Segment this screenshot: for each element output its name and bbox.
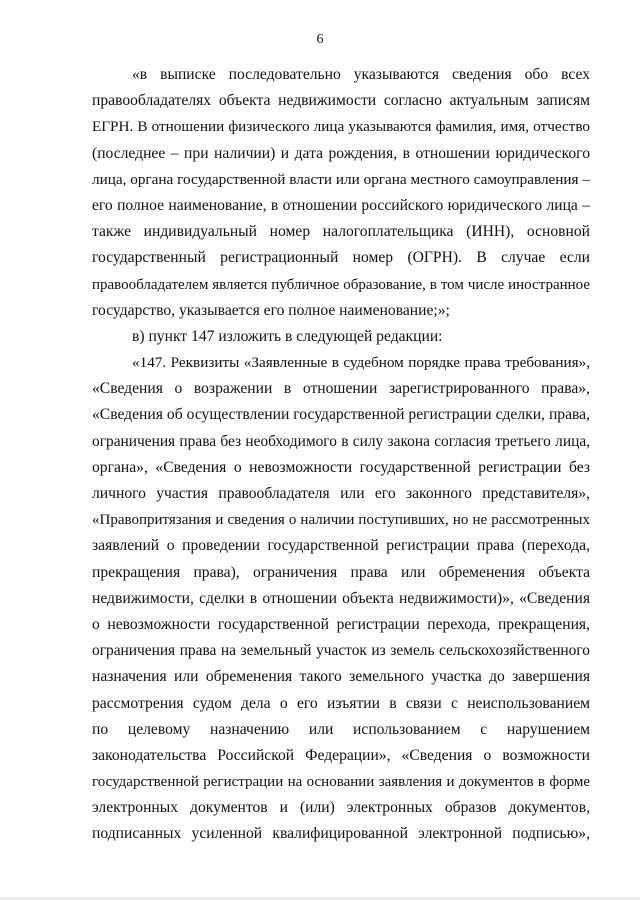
text-line: (последнее – при наличии) и дата рождения, в отношении юридического: [92, 144, 590, 162]
text-line: государственный регистрационный номер (ОГРН). В случае если: [92, 249, 590, 267]
text-line: прекращения права), ограничения права или обременения объекта: [92, 563, 590, 581]
text-line: в) пункт 147 изложить в следующей редакции:: [132, 327, 443, 345]
text-line: «Сведения о возражении в отношении зарегистрированного права»,: [92, 380, 590, 398]
text-line: «Сведения об осуществлении государственной регистрации сделки, права,: [92, 406, 590, 424]
text-line: также индивидуальный номер налогоплательщика (ИНН), основной: [92, 223, 590, 241]
text-line: законодательства Российской Федерации», «Сведения о возможности: [92, 746, 590, 764]
body-text: [92, 62, 590, 848]
text-line: правообладателем является публичное образование, в том числе иностранное: [92, 276, 590, 293]
text-line: о невозможности государственной регистрации перехода, прекращения,: [92, 615, 590, 633]
text-line: «в выписке последовательно указываются сведения обо всех: [132, 66, 590, 83]
text-line: подписанных усиленной квалифицированной электронной подписью»,: [92, 825, 590, 843]
text-line: личного участия правообладателя или его законного представителя»,: [92, 485, 590, 502]
text-line: лица, органа государственной власти или органа местного самоуправления –: [92, 170, 590, 188]
text-line: государство, указывается его полное наименование;»;: [92, 301, 450, 319]
page-number: 6: [316, 32, 324, 47]
text-line: ограничения права без необходимого в силу закона согласия третьего лица,: [92, 432, 590, 450]
text-line: назначения или обременения такого земельного участка до завершения: [92, 668, 590, 686]
text-line: правообладателях объекта недвижимости согласно актуальным записям: [92, 92, 590, 110]
text-line: органа», «Сведения о невозможности государственной регистрации без: [92, 458, 590, 476]
text-line: «Правопритязания и сведения о наличии поступивших, но не рассмотренных: [92, 512, 590, 529]
text-line: недвижимости, сделки в отношении объекта недвижимости)», «Сведения: [92, 589, 590, 607]
text-line: ограничения права на земельный участок из земель сельскохозяйственного: [92, 642, 590, 660]
text-line: «147. Реквизиты «Заявленные в судебном порядке права требования»,: [132, 354, 590, 372]
text-line: заявлений о проведении государственной регистрации права (перехода,: [92, 537, 590, 555]
text-line: рассмотрения судом дела о его изъятии в связи с неиспользованием: [92, 694, 590, 712]
text-line: его полное наименование, в отношении российского юридического лица –: [92, 196, 590, 214]
text-line: по целевому назначению или использованием с нарушением: [92, 720, 590, 738]
text-line: ЕГРН. В отношении физического лица указываются фамилия, имя, отчество: [92, 118, 590, 136]
text-line: государственной регистрации на основании заявления и документов в форме: [92, 774, 590, 791]
text-line: электронных документов и (или) электронных образов документов,: [92, 799, 590, 817]
